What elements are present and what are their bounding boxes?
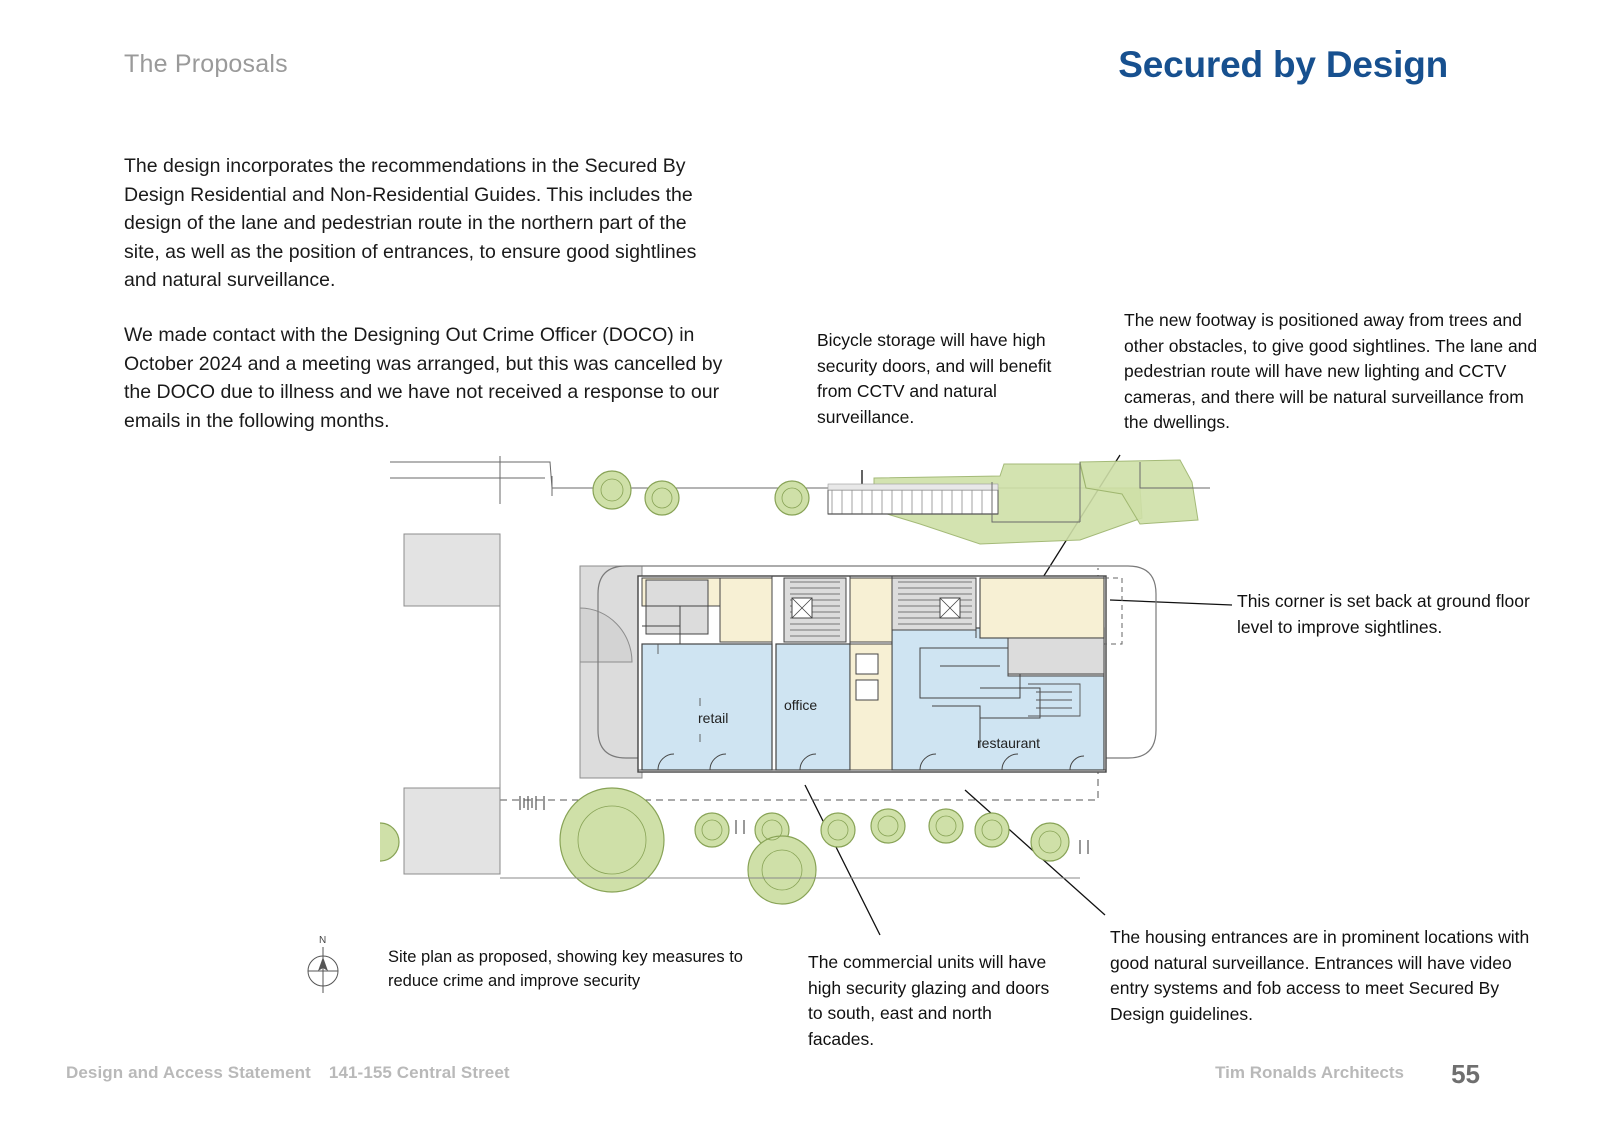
plan-caption: Site plan as proposed, showing key measures to reduce crime and improve security — [388, 948, 743, 990]
callout-bicycle-storage: Bicycle storage will have high security doors, and will benefit from CCTV and natural surveillance. — [817, 330, 1052, 427]
footer-left — [66, 1063, 510, 1083]
body-paragraph-2: We made contact with the Designing Out Crime Officer (DOCO) in October 2024 and a meeting was arranged, but this was cancelled by the DOCO due to illness and we have not received a response to our emails in the following months. — [124, 323, 723, 432]
site-plan-drawing — [380, 448, 1210, 918]
callout-housing-entrances: The housing entrances are in prominent locations with good natural surveillance. Entrances will have video entry systems and fob access to meet Secured By Design guidelines. — [1110, 927, 1530, 1024]
body-text — [124, 152, 724, 461]
footer-address: 141-155 Central Street — [328, 1063, 510, 1082]
footer-page-number: 55 — [1451, 1059, 1480, 1089]
callout-commercial-units: The commercial units will have high security glazing and doors to south, east and north facades. — [808, 952, 1050, 1049]
plan-label-restaurant: restaurant — [977, 735, 1041, 751]
callout-new-footway: The new footway is positioned away from trees and other obstacles, to give good sightlines. The lane and pedestrian route will have new lighting and CCTV cameras, and there will be natural surveillance from the dwellings. — [1124, 310, 1538, 432]
page-title: Secured by Design — [1118, 44, 1448, 85]
page-footer — [0, 1059, 1600, 1089]
footer-document-title: Design and Access Statement — [66, 1063, 311, 1082]
plan-label-retail: retail — [698, 710, 729, 726]
north-arrow-icon — [305, 935, 349, 993]
body-paragraph-1: The design incorporates the recommendations in the Secured By Design Residential and Non-Residential Guides. This includes the design of the lane and pedestrian route in the northern part of the site, as well as the position of entrances, to ensure good sightlines and natural surveillance. — [124, 155, 697, 292]
plan-label-office: office — [784, 697, 818, 713]
north-label: N — [319, 935, 327, 946]
section-label: The Proposals — [124, 50, 288, 78]
callout-corner-setback: This corner is set back at ground floor level to improve sightlines. — [1237, 591, 1530, 637]
footer-practice: Tim Ronalds Architects — [1215, 1063, 1404, 1082]
